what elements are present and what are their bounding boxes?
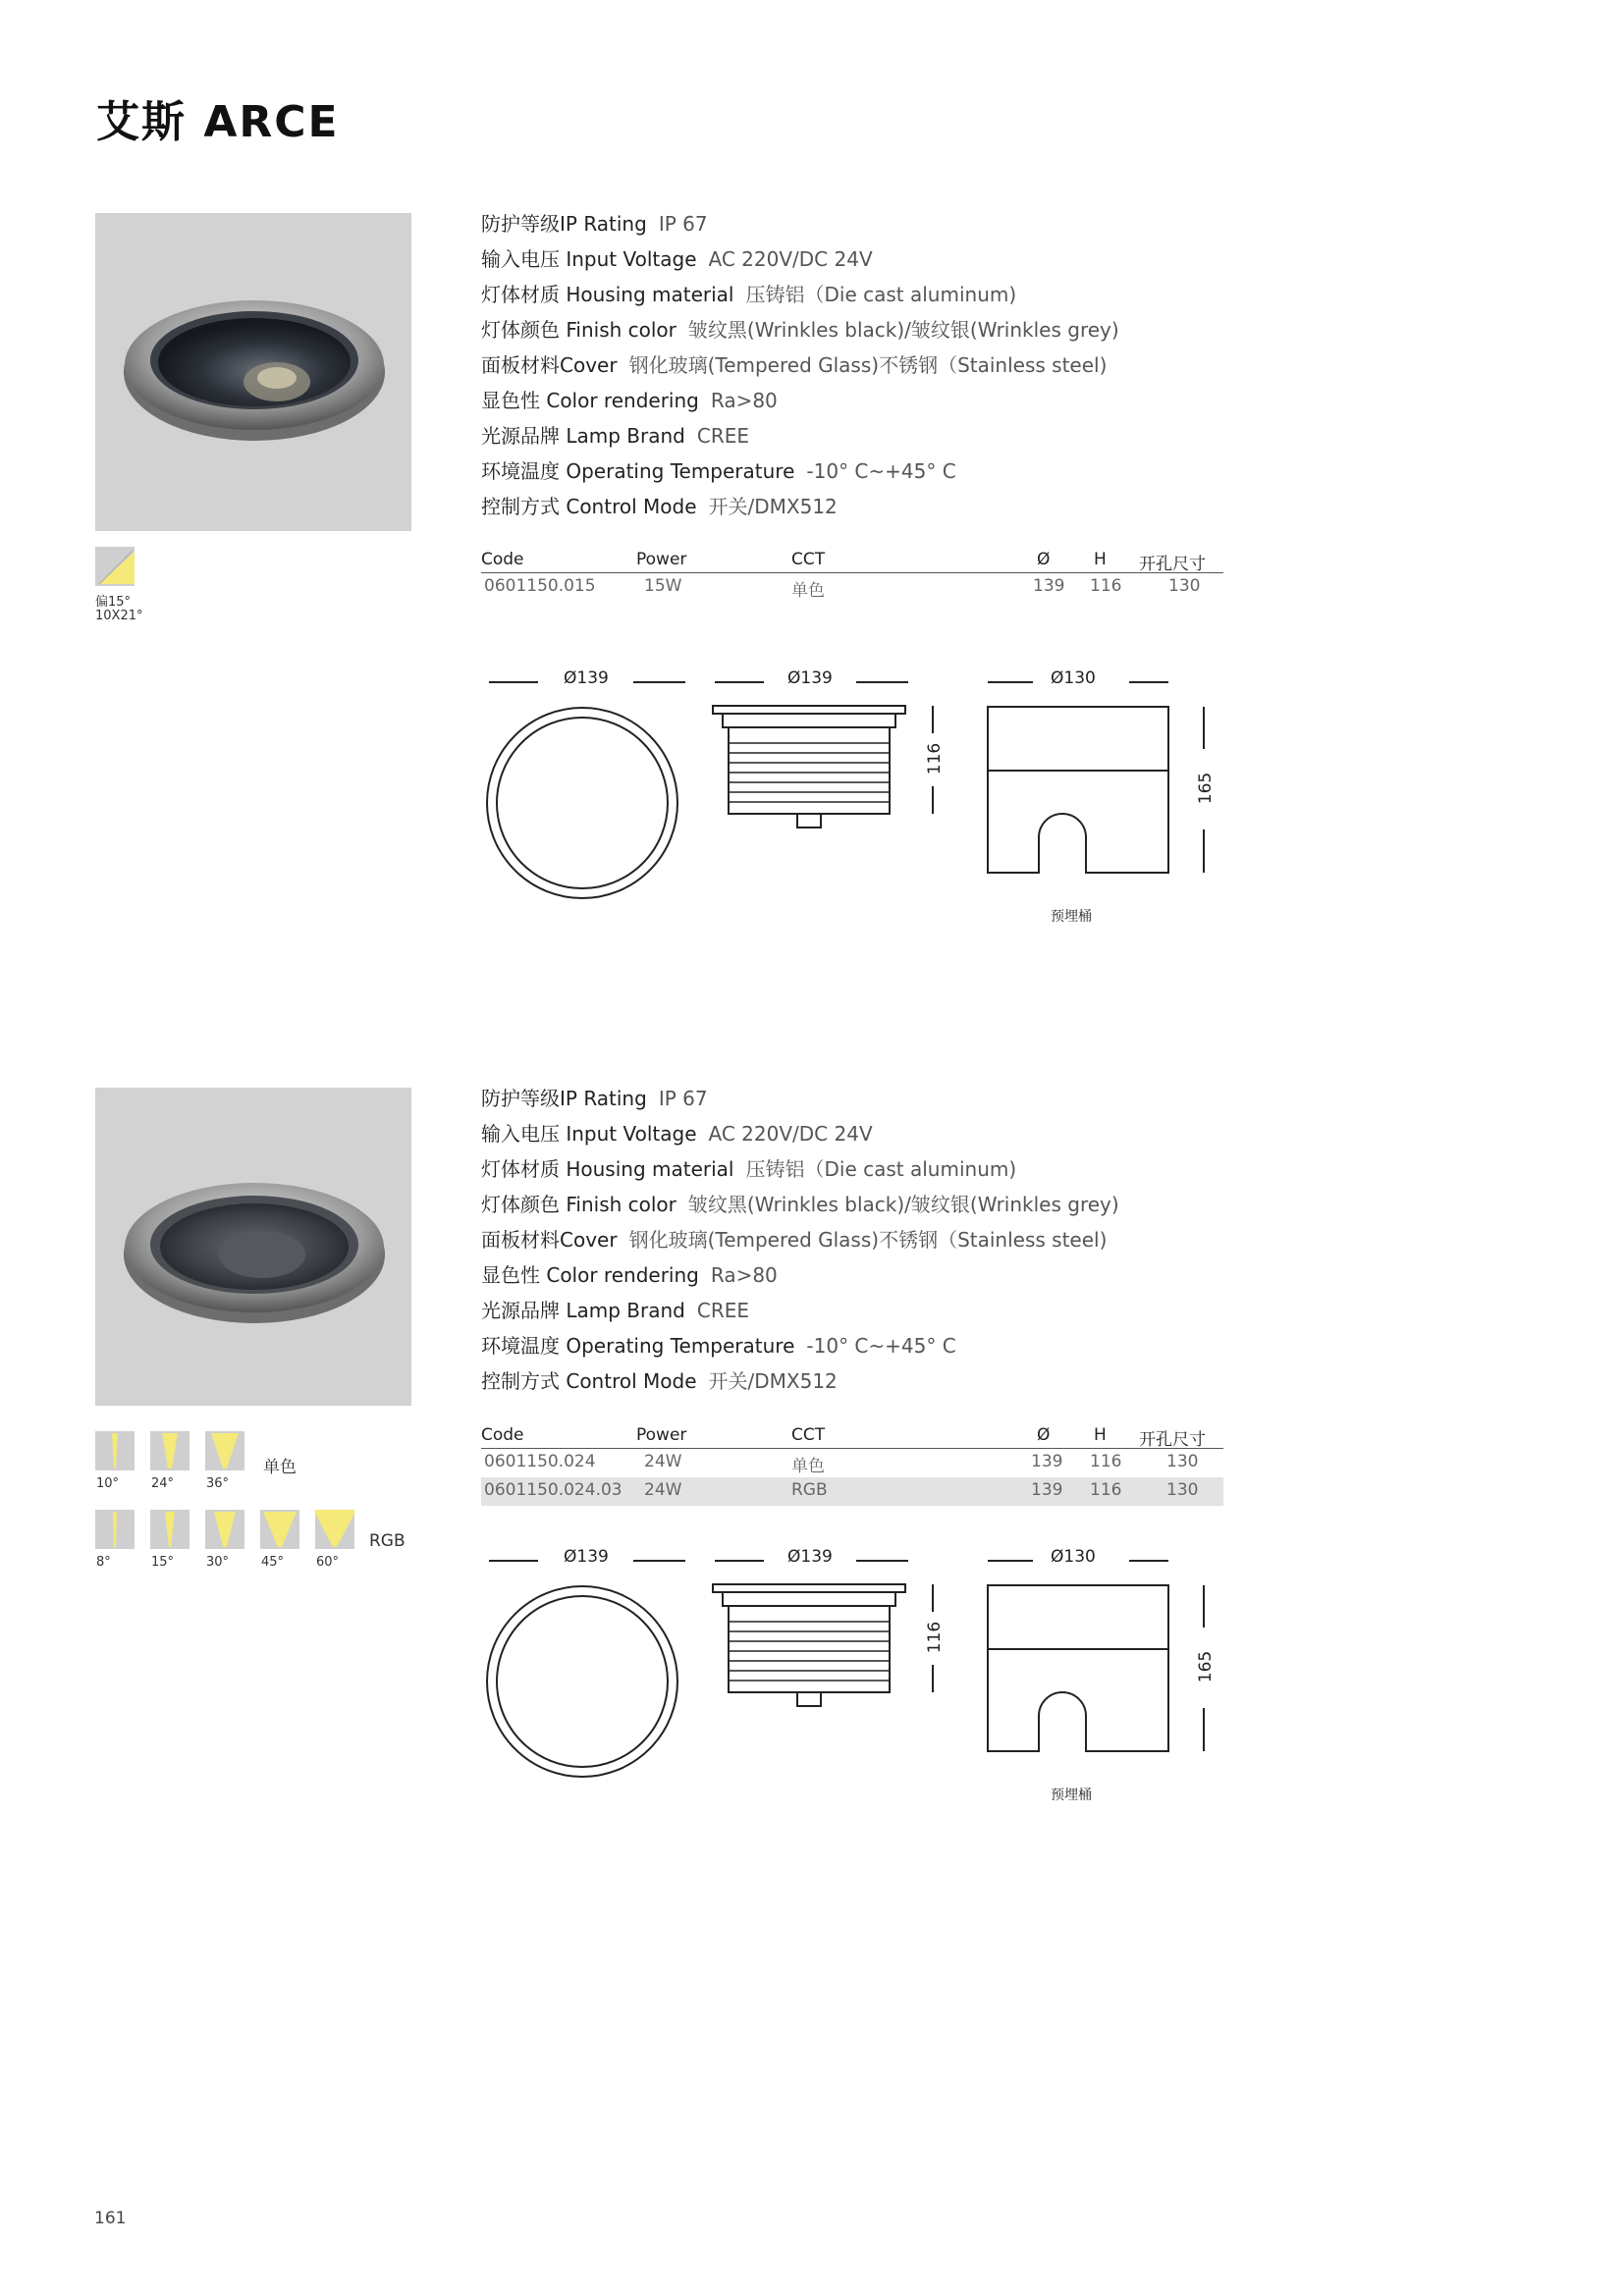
spec-value: -10° C~+45° C <box>806 459 956 483</box>
product-photo <box>95 1088 411 1406</box>
cell-code: 0601150.015 <box>484 576 596 596</box>
spec-row-cri <box>481 383 1119 418</box>
spec-label: 面板材料Cover <box>481 1228 618 1252</box>
cell-power: 15W <box>644 576 682 596</box>
spec-label: 灯体颜色 Finish color <box>481 1193 677 1216</box>
spec-value: CREE <box>696 424 750 448</box>
spec-label: 控制方式 Control Mode <box>481 495 697 518</box>
technical-drawing <box>481 663 1227 925</box>
beam-24-icon <box>150 1431 189 1474</box>
spec-list <box>481 1081 1119 1399</box>
spec-value: 钢化玻璃(Tempered Glass)不锈钢（Stainless steel) <box>628 353 1108 377</box>
cell-diameter: 139 <box>1033 576 1065 596</box>
cell-height: 116 <box>1090 1452 1122 1471</box>
header-code: Code <box>481 1425 524 1445</box>
top-view-diameter-label: Ø139 <box>564 1547 609 1567</box>
spec-row-finish <box>481 1187 1119 1222</box>
spec-value: AC 220V/DC 24V <box>708 1122 873 1146</box>
spec-row-cover <box>481 347 1119 383</box>
spec-label: 灯体材质 Housing material <box>481 1157 734 1181</box>
spec-row-housing <box>481 1151 1119 1187</box>
cell-cutout: 130 <box>1166 1452 1199 1471</box>
spec-row-temperature <box>481 1328 1119 1363</box>
sleeve-diameter-label: Ø130 <box>1051 668 1096 688</box>
spec-value: 压铸铝（Die cast aluminum) <box>745 283 1017 306</box>
beam-angle-label: 10° <box>96 1476 120 1491</box>
header-diameter: Ø <box>1037 1425 1051 1445</box>
cell-cct: 单色 <box>791 1457 825 1476</box>
spec-value: 开关/DMX512 <box>708 1369 838 1393</box>
cell-code: 0601150.024.03 <box>484 1480 623 1500</box>
spec-row-voltage <box>481 1116 1119 1151</box>
spec-value: 钢化玻璃(Tempered Glass)不锈钢（Stainless steel) <box>628 1228 1108 1252</box>
height-label: 116 <box>925 1621 946 1654</box>
mono-group-label: 单色 <box>263 1458 297 1477</box>
cell-height: 116 <box>1090 576 1122 596</box>
table-row <box>481 573 1223 602</box>
side-view-diameter-label: Ø139 <box>787 1547 833 1567</box>
page-title: 艾斯 ARCE <box>96 97 340 147</box>
spec-value: 皱纹黑(Wrinkles black)/皱纹银(Wrinkles grey) <box>687 318 1119 342</box>
beam-angle-label: 8° <box>96 1555 111 1570</box>
spec-label: 显色性 Color rendering <box>481 1263 699 1287</box>
header-height: H <box>1094 550 1107 569</box>
spec-label: 输入电压 Input Voltage <box>481 1122 697 1146</box>
header-cct: CCT <box>791 550 826 569</box>
cell-height: 116 <box>1090 1480 1122 1500</box>
spec-label: 控制方式 Control Mode <box>481 1369 697 1393</box>
spec-row-cri <box>481 1257 1119 1293</box>
sleeve-height-label: 165 <box>1196 1650 1217 1683</box>
spec-value: -10° C~+45° C <box>806 1334 956 1358</box>
model-table <box>481 550 1223 602</box>
spec-row-housing <box>481 277 1119 312</box>
header-power: Power <box>636 550 687 569</box>
beam-label: 10X21° <box>95 609 143 623</box>
beam-angle-label: 45° <box>261 1555 285 1570</box>
spec-row-control <box>481 1363 1119 1399</box>
spec-value: AC 220V/DC 24V <box>708 247 873 271</box>
spec-label: 防护等级IP Rating <box>481 1087 647 1110</box>
spec-value: 压铸铝（Die cast aluminum) <box>745 1157 1017 1181</box>
table-header <box>481 550 1223 573</box>
spec-label: 光源品牌 Lamp Brand <box>481 1299 685 1322</box>
cell-cct: 单色 <box>791 581 825 601</box>
cell-cct: RGB <box>791 1480 828 1500</box>
sleeve-diameter-label: Ø130 <box>1051 1547 1096 1567</box>
beam-angle-label: 15° <box>151 1555 175 1570</box>
table-row <box>481 1477 1223 1506</box>
header-cutout: 开孔尺寸 <box>1139 555 1206 574</box>
cell-code: 0601150.024 <box>484 1452 596 1471</box>
technical-drawing <box>481 1541 1227 1803</box>
header-code: Code <box>481 550 524 569</box>
spec-list <box>481 206 1119 524</box>
product-photo <box>95 213 411 531</box>
spec-label: 面板材料Cover <box>481 353 618 377</box>
spec-label: 灯体材质 Housing material <box>481 283 734 306</box>
spec-row-voltage <box>481 241 1119 277</box>
model-table <box>481 1425 1223 1506</box>
spec-row-brand <box>481 418 1119 454</box>
rgb-group-label: RGB <box>369 1531 406 1551</box>
header-diameter: Ø <box>1037 550 1051 569</box>
header-height: H <box>1094 1425 1107 1445</box>
asymmetric-beam-icon <box>95 547 135 590</box>
header-cutout: 开孔尺寸 <box>1139 1430 1206 1450</box>
cell-cutout: 130 <box>1166 1480 1199 1500</box>
beam-angle-label: 60° <box>316 1555 340 1570</box>
beam-60-icon <box>315 1510 354 1553</box>
spec-label: 防护等级IP Rating <box>481 212 647 236</box>
page-number: 161 <box>94 2209 127 2228</box>
beam-angle-label: 24° <box>151 1476 175 1491</box>
spec-value: 皱纹黑(Wrinkles black)/皱纹银(Wrinkles grey) <box>687 1193 1119 1216</box>
beam-30-icon <box>205 1510 244 1553</box>
spec-value: CREE <box>696 1299 750 1322</box>
spec-row-brand <box>481 1293 1119 1328</box>
cell-power: 24W <box>644 1480 682 1500</box>
spec-label: 灯体颜色 Finish color <box>481 318 677 342</box>
sleeve-height-label: 165 <box>1196 772 1217 805</box>
spec-label: 环境温度 Operating Temperature <box>481 459 795 483</box>
top-view-diameter-label: Ø139 <box>564 668 609 688</box>
cell-diameter: 139 <box>1031 1452 1063 1471</box>
header-cct: CCT <box>791 1425 826 1445</box>
beam-10-icon <box>95 1431 135 1474</box>
spec-label: 显色性 Color rendering <box>481 389 699 412</box>
beam-15-icon <box>150 1510 189 1553</box>
table-row <box>481 1449 1223 1477</box>
table-header <box>481 1425 1223 1449</box>
beam-45-icon <box>260 1510 299 1553</box>
sleeve-caption: 预埋桶 <box>1051 909 1092 925</box>
spec-row-control <box>481 489 1119 524</box>
beam-8-icon <box>95 1510 135 1553</box>
spec-row-cover <box>481 1222 1119 1257</box>
spec-value: IP 67 <box>658 1087 708 1110</box>
height-label: 116 <box>925 742 946 775</box>
cell-power: 24W <box>644 1452 682 1471</box>
beam-36-icon <box>205 1431 244 1474</box>
spec-label: 光源品牌 Lamp Brand <box>481 424 685 448</box>
header-power: Power <box>636 1425 687 1445</box>
spec-value: IP 67 <box>658 212 708 236</box>
cell-cutout: 130 <box>1168 576 1201 596</box>
beam-angle-label: 36° <box>206 1476 230 1491</box>
spec-row-temperature <box>481 454 1119 489</box>
spec-value: 开关/DMX512 <box>708 495 838 518</box>
spec-label: 输入电压 Input Voltage <box>481 247 697 271</box>
beam-angle-label: 30° <box>206 1555 230 1570</box>
spec-row-ip <box>481 206 1119 241</box>
spec-row-ip <box>481 1081 1119 1116</box>
spec-value: Ra>80 <box>710 1263 778 1287</box>
sleeve-caption: 预埋桶 <box>1051 1788 1092 1803</box>
spec-label: 环境温度 Operating Temperature <box>481 1334 795 1358</box>
cell-diameter: 139 <box>1031 1480 1063 1500</box>
spec-value: Ra>80 <box>710 389 778 412</box>
side-view-diameter-label: Ø139 <box>787 668 833 688</box>
spec-row-finish <box>481 312 1119 347</box>
beam-label: 偏15° <box>95 595 132 610</box>
